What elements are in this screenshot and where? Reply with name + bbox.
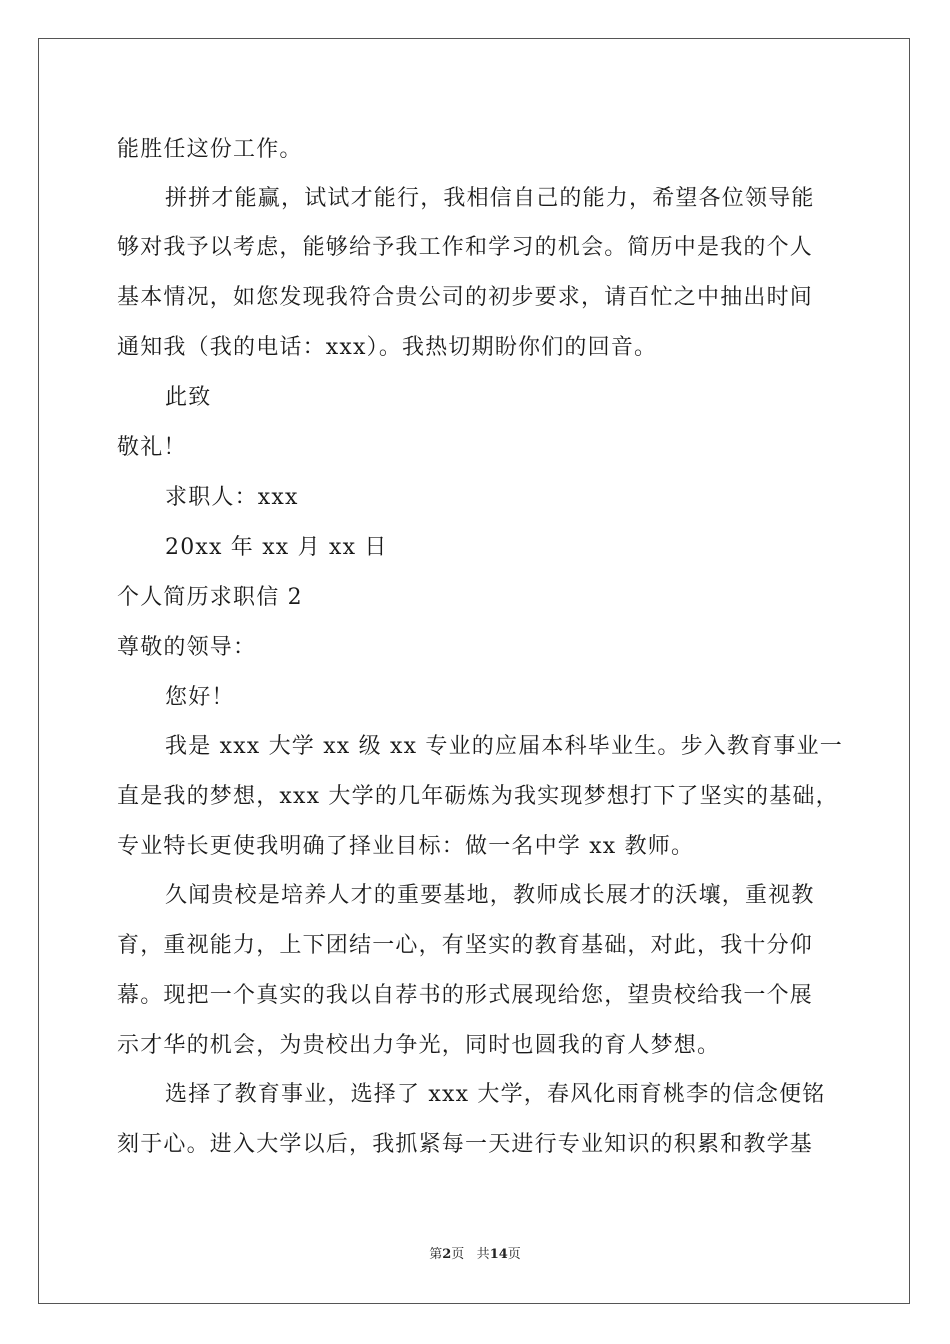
text-line: 直是我的梦想，xxx 大学的几年砺炼为我实现梦想打下了坚实的基础， (117, 784, 839, 809)
text-line: 示才华的机会，为贵校出力争光，同时也圆我的育人梦想。 (117, 1033, 721, 1058)
text-line: 育，重视能力，上下团结一心，有坚实的教育基础，对此，我十分仰 (117, 933, 814, 958)
text-line: 选择了教育事业，选择了 xxx 大学，春风化雨育桃李的信念便铭 (165, 1082, 826, 1107)
total-suffix: 页 (507, 1247, 521, 1262)
text-line: 够对我予以考虑，能够给予我工作和学习的机会。简历中是我的个人 (117, 235, 814, 260)
section-title: 个人简历求职信 2 (117, 585, 303, 610)
text-line: 求职人：xxx (165, 485, 299, 510)
text-line: 拼拼才能赢，试试才能行，我相信自己的能力，希望各位领导能 (165, 186, 815, 211)
page-prefix: 第 (429, 1247, 443, 1262)
text-line: 基本情况，如您发现我符合贵公司的初步要求，请百忙之中抽出时间 (117, 285, 814, 310)
text-line: 久闻贵校是培养人才的重要基地，教师成长展才的沃壤，重视教 (165, 883, 815, 908)
page-number: 2 (442, 1247, 452, 1262)
total-prefix: 共 (476, 1247, 490, 1262)
text-line: 刻于心。进入大学以后，我抓紧每一天进行专业知识的积累和教学基 (117, 1132, 814, 1157)
text-line: 20xx 年 xx 月 xx 日 (165, 535, 388, 560)
page-border (38, 38, 910, 1304)
text-line: 专业特长更使我明确了择业目标：做一名中学 xx 教师。 (117, 834, 695, 859)
page-footer (0, 1246, 950, 1264)
text-line: 敬礼！ (117, 435, 187, 460)
text-line: 此致 (165, 385, 212, 410)
text-line: 您好！ (165, 685, 235, 710)
text-line: 我是 xxx 大学 xx 级 xx 专业的应届本科毕业生。步入教育事业一 (165, 734, 844, 759)
text-line: 幕。现把一个真实的我以自荐书的形式展现给您，望贵校给我一个展 (117, 983, 814, 1008)
text-line: 尊敬的领导： (117, 635, 257, 660)
total-pages: 14 (489, 1247, 508, 1262)
text-line: 能胜任这份工作。 (117, 137, 303, 162)
text-line: 通知我（我的电话：xxx）。我热切期盼你们的回音。 (117, 335, 658, 360)
page-suffix: 页 (451, 1247, 465, 1262)
